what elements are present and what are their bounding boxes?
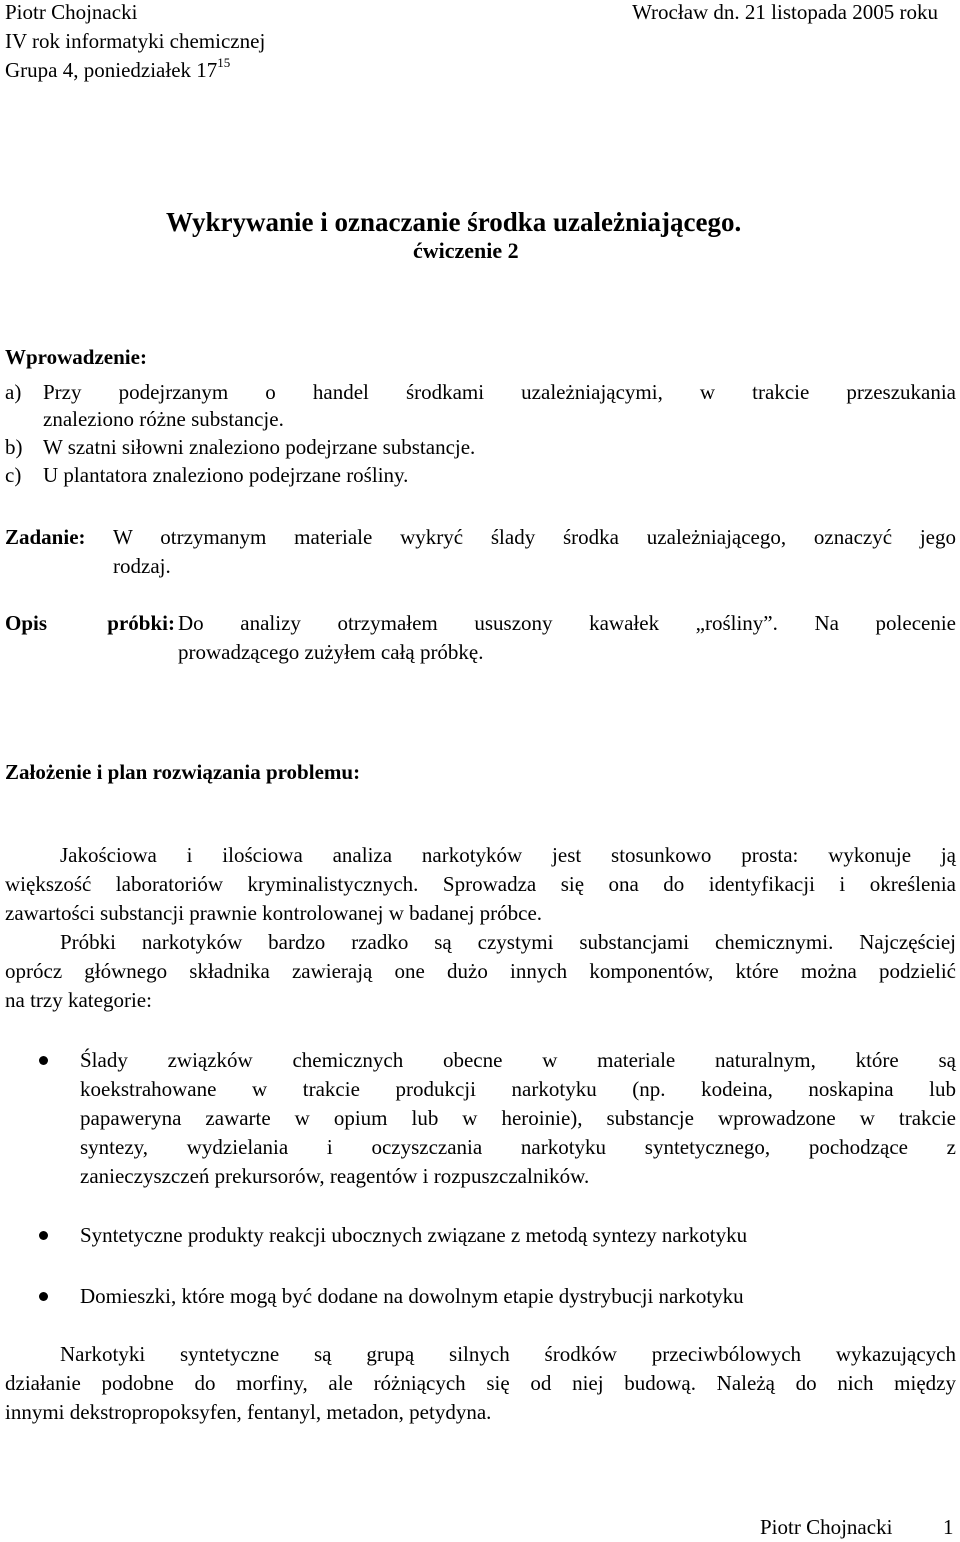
header-author: Piotr Chojnacki — [5, 0, 138, 24]
header-group-text: Grupa 4, poniedziałek 17 — [5, 58, 218, 82]
bullet1-line1: Ślady związków chemicznych obecne w materiale naturalnym, które są — [80, 1048, 956, 1072]
plan-p2-line3: na trzy kategorie: — [5, 988, 152, 1012]
sample-line2: prowadzącego zużyłem całą próbkę. — [178, 640, 484, 664]
intro-a-line1: Przy podejrzanym o handel środkami uzależniającymi, w trakcie przeszukania — [43, 380, 956, 404]
header-place-date: Wrocław dn. 21 listopada 2005 roku — [632, 0, 938, 24]
sample-label: Opis próbki: — [5, 611, 175, 635]
plan-p2-line2: oprócz głównego składnika zawierają one dużo innych komponentów, które można podzielić — [5, 959, 956, 983]
header-program: IV rok informatyki chemicznej — [5, 29, 266, 53]
plan-p2-line1: Próbki narkotyków bardzo rzadko są czystymi substancjami chemicznymi. Najczęściej — [60, 930, 956, 954]
intro-a-label: a) — [5, 380, 22, 404]
document-title: Wykrywanie i oznaczanie środka uzależniającego. — [166, 207, 742, 237]
document-subtitle: ćwiczenie 2 — [413, 238, 519, 263]
plan-p3-line1: Narkotyki syntetyczne są grupą silnych środków przeciwbólowych wykazujących — [60, 1342, 956, 1366]
intro-a-line2: znaleziono różne substancje. — [43, 407, 284, 431]
bullet1-line5: zanieczyszczeń prekursorów, reagentów i rozpuszczalników. — [80, 1164, 590, 1188]
bullet3-text: Domieszki, które mogą być dodane na dowolnym etapie dystrybucji narkotyku — [80, 1284, 744, 1308]
bullet-icon — [39, 1231, 48, 1240]
task-line1: W otrzymanym materiale wykryć ślady środka uzależniającego, oznaczyć jego — [113, 525, 956, 549]
intro-c-text: U plantatora znaleziono podejrzane rośliny. — [43, 463, 409, 487]
task-line2: rodzaj. — [113, 554, 171, 578]
intro-b-text: W szatni siłowni znaleziono podejrzane substancje. — [43, 435, 476, 459]
footer-author: Piotr Chojnacki — [760, 1515, 893, 1539]
header-group — [5, 56, 230, 85]
plan-p3-line2: działanie podobne do morfiny, ale różniących się od niej budową. Należą do nich między — [5, 1371, 956, 1395]
footer-page-number: 1 — [943, 1515, 954, 1539]
sample-line1: Do analizy otrzymałem ususzony kawałek „rośliny”. Na polecenie — [178, 611, 956, 635]
bullet1-line2: koekstrahowane w trakcie produkcji narkotyku (np. kodeina, noskapina lub — [80, 1077, 956, 1101]
bullet-icon — [39, 1056, 48, 1065]
intro-c-label: c) — [5, 463, 22, 487]
bullet2-text: Syntetyczne produkty reakcji ubocznych związane z metodą syntezy narkotyku — [80, 1223, 748, 1247]
bullet1-line4: syntezy, wydzielania i oczyszczania narkotyku syntetycznego, pochodzące z — [80, 1135, 956, 1159]
plan-p1-line1: Jakościowa i ilościowa analiza narkotyków jest stosunkowo prosta: wykonuje ją — [60, 843, 956, 867]
plan-p3-line3: innymi dekstropropoksyfen, fentanyl, metadon, petydyna. — [5, 1400, 492, 1424]
intro-heading: Wprowadzenie: — [5, 345, 147, 369]
plan-p1-line3: zawartości substancji prawnie kontrolowanej w badanej próbce. — [5, 901, 543, 925]
header-group-time-sup: 15 — [217, 55, 231, 70]
bullet1-line3: papaweryna zawarte w opium lub w heroinie), substancje wprowadzone w trakcie — [80, 1106, 956, 1130]
plan-heading: Założenie i plan rozwiązania problemu: — [5, 760, 361, 784]
intro-b-label: b) — [5, 435, 23, 459]
task-label: Zadanie: — [5, 525, 86, 549]
bullet-icon — [39, 1292, 48, 1301]
plan-p1-line2: większość laboratoriów kryminalistycznych. Sprowadza się ona do identyfikacji i określenia — [5, 872, 956, 896]
